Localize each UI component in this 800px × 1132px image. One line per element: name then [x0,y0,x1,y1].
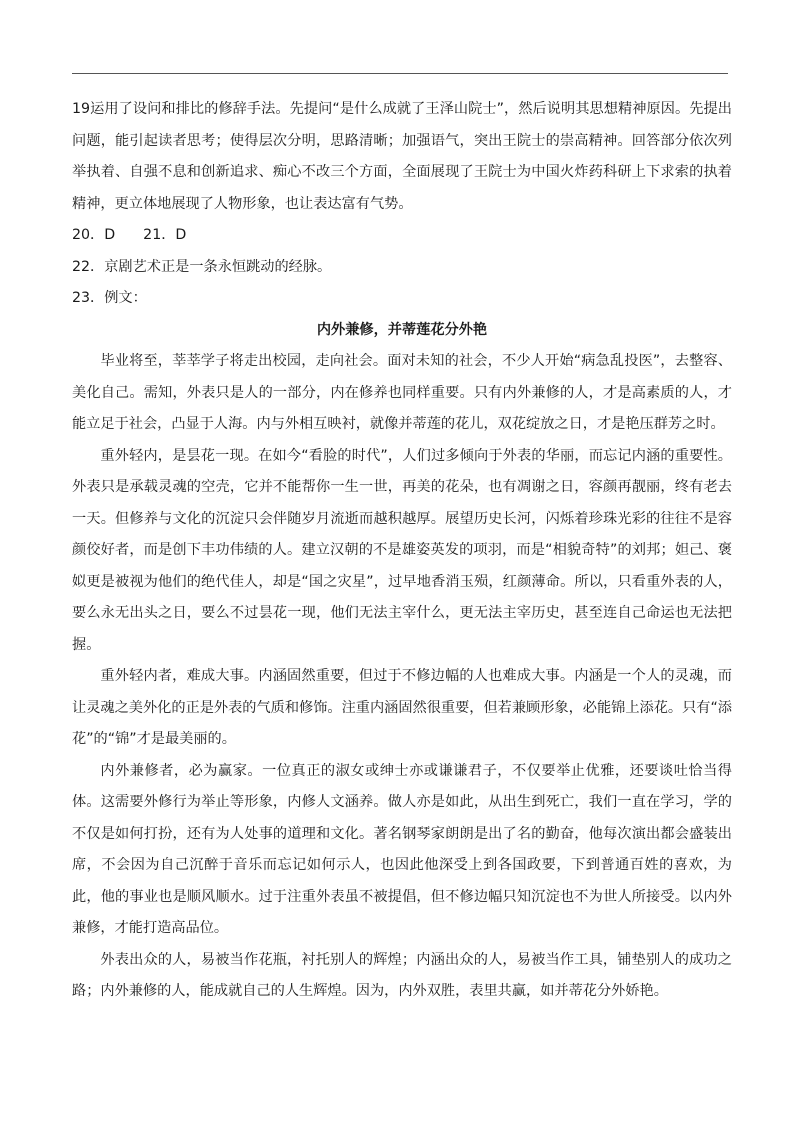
answer-19: 19运用了设问和排比的修辞手法。先提问“是什么成就了王泽山院士”，然后说明其思想精神原因。先提出问题，能引起读者思考；使得层次分明，思路清晰；加强语气，突出王院士的崇高精神。回答部分依次列举执着、自强不息和创新追求、痴心不改三个方面，全面展现了王院士为中国火炸药科研上下求索的执着精神，更立体地展现了人物形象，也让表达富有气势。 [72,101,732,212]
essay-title: 内外兼修，并蒂莲花分外艳 [316,321,488,338]
essay-paragraph: 内外兼修者，必为赢家。一位真正的淑女或绅士亦或谦谦君子，不仅要举止优雅，还要谈吐恰当得体。这需要外修行为举止等形象，内修人文涵养。做人亦是如此，从出生到死亡，我们一直在学习，学的不仅是如何打扮，还有为人处事的道理和文化。著名钢琴家朗朗是出了名的勤奋，他每次演出都会盛装出席，不会因为自己沉醉于音乐而忘记如何示人，也因此他深受上到各国政要，下到普通百姓的喜欢，为此，他的事业也是顺风顺水。过于注重外表虽不被提倡，但不修边幅只知沉淀也不为世人所接受。以内外兼修，才能打造高品位。 [72,762,732,936]
answer-22: 22．京剧艺术正是一条永恒跳动的经脉。 [72,258,332,275]
answer-20-21-row [72,220,732,252]
essay-paragraph: 外表出众的人，易被当作花瓶，衬托别人的辉煌；内涵出众的人，易被当作工具，铺垫别人的成功之路；内外兼修的人，能成就自己的人生辉煌。因为，内外双胜，表里共赢，如并蒂花分外娇艳。 [72,951,732,999]
answer-21: 21．D [143,227,187,243]
answer-23-label: 23．例文： [72,290,147,306]
header-rule [72,73,728,74]
essay-paragraph: 重外轻内，是昙花一现。在如今“看脸的时代”，人们过多倾向于外表的华丽，而忘记内涵的重要性。外表只是承载灵魂的空壳，它并不能帮你一生一世，再美的花朵，也有凋谢之日，容颜再靓丽，终有老去一天。但修养与文化的沉淀只会伴随岁月流逝而越积越厚。展望历史长河，闪烁着珍珠光彩的往往不是容颜佼好者，而是创下丰功伟绩的人。建立汉朝的不是雄姿英发的项羽，而是“相貌奇特”的刘邦；妲己、褒姒更是被视为他们的绝代佳人，却是“国之灾星”，过早地香消玉殒，红颜薄命。所以，只看重外表的人，要么永无出头之日，要么不过昙花一现，他们无法主宰什么，更无法主宰历史，甚至连自己命运也无法把握。 [72,447,732,653]
essay-paragraph: 毕业将至，莘莘学子将走出校园，走向社会。面对未知的社会，不少人开始“病急乱投医”，去整容、美化自己。需知，外表只是人的一部分，内在修养也同样重要。只有内外兼修的人，才是高素质的人，才能立足于社会，凸显于人海。内与外相互映衬，就像并蒂莲的花儿，双花绽放之日，才是艳压群芳之时。 [72,353,732,432]
essay-paragraph: 重外轻内者，难成大事。内涵固然重要，但过于不修边幅的人也难成大事。内涵是一个人的灵魂，而让灵魂之美外化的正是外表的气质和修饰。注重内涵固然很重要，但若兼顾形象，必能锦上添花。只有“添花”的“锦”才是最美丽的。 [72,668,732,747]
answer-20: 20．D [72,227,116,243]
